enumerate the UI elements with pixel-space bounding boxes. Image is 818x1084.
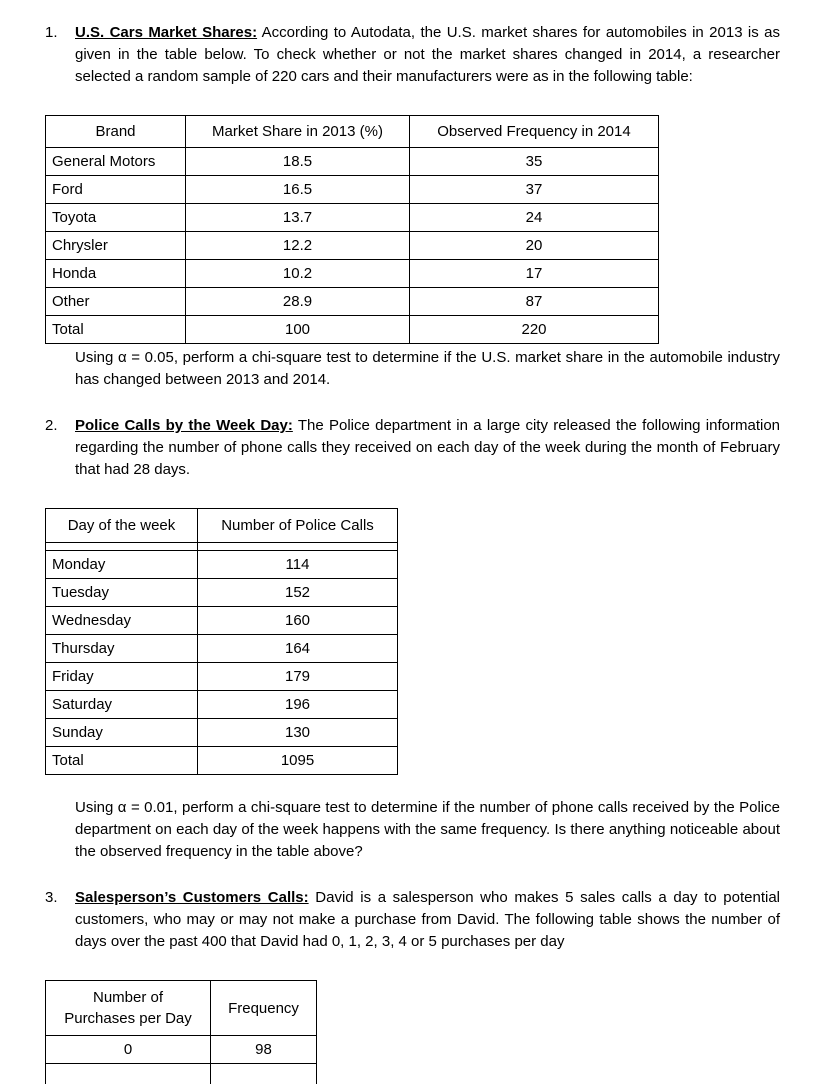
problem-2-heading [45,415,780,481]
table-header-row [46,981,317,1036]
table-row-total [46,316,659,344]
table-cell: Thursday [46,635,198,663]
problem-1-body-text: According to Autodata, the U.S. market shares for automobiles in 2013 is as given in the table below. To check whether or not the market shares changed in 2014, a researcher selected a random sample of 220 cars and their manufacturers were as in the following table: [75,24,780,85]
table-cell: 17 [410,260,659,288]
table-cell: 16.5 [186,176,410,204]
spacer-cell [198,543,398,551]
table-cell: 37 [410,176,659,204]
table-cell: 28.9 [186,288,410,316]
problem-2 [45,415,780,863]
table-cell: 12.2 [186,232,410,260]
table-row [46,579,398,607]
problem-2-title: Police Calls by the Week Day: [75,417,293,434]
column-header-frequency: Frequency [211,981,317,1036]
problem-1-statement [75,22,780,88]
purchases-frequency-table [45,980,317,1084]
table-cell: 179 [198,663,398,691]
table-cell: 10.2 [186,260,410,288]
table-row [46,719,398,747]
problem-1-heading [45,22,780,88]
table-row [46,288,659,316]
problem-3-statement [75,887,780,953]
table-row [46,635,398,663]
problem-1 [45,22,780,391]
table-cell: Tuesday [46,579,198,607]
clipped-row [46,1064,317,1084]
table-cell: 18.5 [186,148,410,176]
table-header-row [46,116,659,148]
table-cell-clipped [211,1064,317,1084]
table-cell: 24 [410,204,659,232]
problem-1-question: Using α = 0.05, perform a chi-square test to determine if the U.S. market share in the automobile industry has changed between 2013 and 2014. [75,349,780,388]
spacer-cell [46,543,198,551]
table-cell: Toyota [46,204,186,232]
table-cell: 130 [198,719,398,747]
table-row [46,204,659,232]
table-row [46,260,659,288]
problem-2-question: Using α = 0.01, perform a chi-square test to determine if the number of phone calls received by the Police department on each day of the week happens with the same frequency. Is there anything noticeable about the observed frequency in the table above? [75,799,780,860]
column-header-brand: Brand [46,116,186,148]
table-header-row [46,509,398,543]
problem-3-body-text: David is a salesperson who makes 5 sales calls a day to potential customers, who may or may not make a purchase from David. The following table shows the number of days over the past 400 that David had 0, 1, 2, 3, 4 or 5 purchases per day [75,889,781,950]
table-cell: Ford [46,176,186,204]
table-cell: Total [46,316,186,344]
table-cell: Other [46,288,186,316]
table-cell: 98 [211,1036,317,1064]
table-cell: Total [46,747,198,775]
column-header-market-share-2013: Market Share in 2013 (%) [186,116,410,148]
market-share-table [45,115,659,344]
problem-1-number: 1. [45,24,58,41]
column-header-purchases-per-day: Number of Purchases per Day [46,981,211,1036]
table-cell: 0 [46,1036,211,1064]
table-cell: Wednesday [46,607,198,635]
column-header-number-of-calls: Number of Police Calls [198,509,398,543]
table-cell: 160 [198,607,398,635]
table-cell: 20 [410,232,659,260]
table-row [46,148,659,176]
table-cell: Saturday [46,691,198,719]
problem-2-statement [75,415,780,481]
table-cell: Honda [46,260,186,288]
table-row-total [46,747,398,775]
table-row [46,663,398,691]
table-row [46,607,398,635]
table-cell: Monday [46,551,198,579]
table-cell: 114 [198,551,398,579]
table-cell: Friday [46,663,198,691]
problem-2-number: 2. [45,417,58,434]
table-cell: 100 [186,316,410,344]
table-cell: 164 [198,635,398,663]
table-row [46,1036,317,1064]
police-calls-table [45,508,398,775]
table-cell: 152 [198,579,398,607]
table-cell: 1095 [198,747,398,775]
spacer-row [46,543,398,551]
table-row [46,551,398,579]
problem-1-title: U.S. Cars Market Shares: [75,24,258,41]
problem-2-body-text: The Police department in a large city released the following information regarding the number of phone calls they received on each day of the week during the month of February that had 28 days. [75,417,781,478]
problem-3-number: 3. [45,889,58,906]
table-cell: 220 [410,316,659,344]
table-row [46,176,659,204]
column-header-day-of-week: Day of the week [46,509,198,543]
table-cell-clipped [46,1064,211,1084]
table-cell: Sunday [46,719,198,747]
column-header-observed-frequency-2014: Observed Frequency in 2014 [410,116,659,148]
table-cell: 35 [410,148,659,176]
problem-3 [45,887,780,1084]
problem-3-heading [45,887,780,953]
table-cell: 87 [410,288,659,316]
table-cell: 13.7 [186,204,410,232]
table-cell: General Motors [46,148,186,176]
table-row [46,232,659,260]
table-row [46,691,398,719]
table-cell: 196 [198,691,398,719]
table-cell: Chrysler [46,232,186,260]
problem-3-title: Salesperson’s Customers Calls: [75,889,309,906]
